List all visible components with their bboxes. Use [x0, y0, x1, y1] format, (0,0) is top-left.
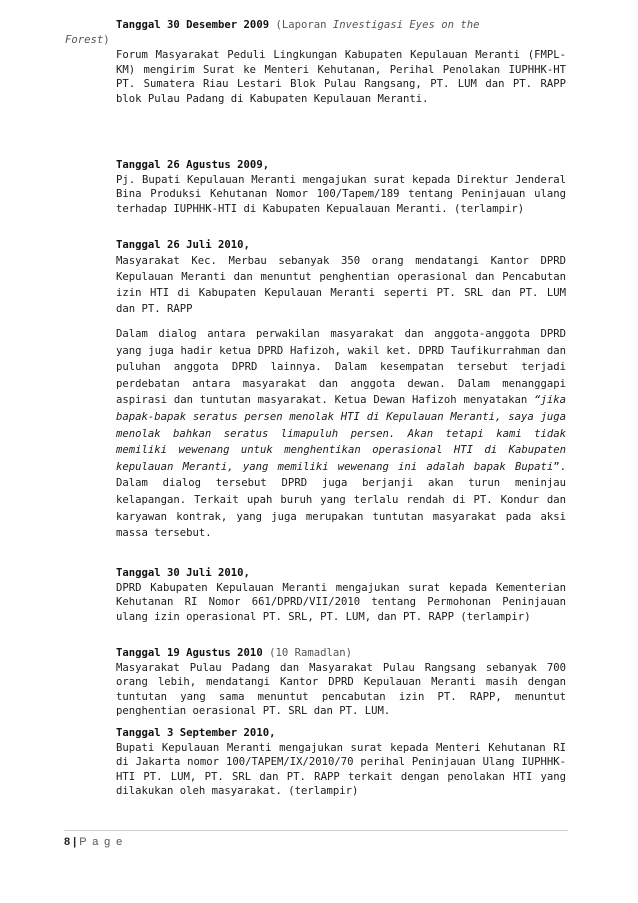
page-footer: [64, 836, 124, 848]
entry-5-note: (10 Ramadlan): [262, 647, 352, 659]
entry-4-date: Tanggal 30 Juli 2010,: [116, 567, 250, 579]
entry-5-paragraph: Masyarakat Pulau Padang dan Masyarakat Pulau Rangsang sebanyak 700 orang lebih, mendatangi Kantor DPRD Kepulauan Meranti masih dengan tuntutan yang sama menuntut pencabutan izin PT. RAPP, menuntut penghentian oerasional PT. SRL dan PT. LUM.: [116, 661, 566, 718]
page-number: 8: [64, 836, 71, 848]
entry-1-heading: [116, 18, 480, 33]
entry-2-paragraph: Pj. Bupati Kepulauan Meranti mengajukan surat kepada Direktur Jenderal Bina Produksi Kehutanan Nomor 100/Tapem/189 tentang Peninjauan ulang terhadap IUPHHK-HTI di Kabupaten Kepualauan Meranti. (terlampir): [116, 173, 566, 215]
entry-2-date: Tanggal 26 Agustus 2009,: [116, 159, 270, 171]
entry-1-note-line2: Forest: [65, 34, 104, 46]
entry-5-date: Tanggal 19 Agustus 2010: [116, 647, 263, 659]
entry-5-heading: [116, 646, 566, 661]
entry-3: [116, 238, 566, 318]
entry-3-dialog-text-end: ”. Dalam dialog tersebut DPRD juga berjanji akan turun meninjau kelapangan. Terkait upah buruh yang terlalu rendah di PT. Kondur dan karyawan kontrak, yang juga merupakan tuntutan masyarakat pada aksi massa tersebut.: [116, 460, 566, 540]
entry-6: [116, 726, 566, 799]
entry-3-dialog-text: Dalam dialog antara perwakilan masyarakat dan anggota-anggota DPRD yang juga hadir ketua DPRD Hafizoh, wakil ket. DPRD Taufikurrahman dan puluhan anggota DPRD lainnya. Dalam kesempatan tersebut terjadi perdebatan antara masyarakat dan anggota dewan. Dalam menanggapi aspirasi dan tuntutan masyarakat. Ketua Dewan Hafizoh menyatakan: [116, 328, 566, 407]
entry-5: [116, 646, 566, 719]
entry-2: [116, 158, 566, 216]
entry-3-dialog: [116, 326, 566, 542]
entry-1-note-close: ): [103, 34, 110, 46]
entry-4: [116, 566, 566, 624]
footer-divider: [64, 830, 568, 831]
entry-3-paragraph-2: [116, 326, 566, 542]
footer-separator: |: [73, 836, 77, 848]
entry-6-paragraph: Bupati Kepulauan Meranti mengajukan surat kepada Menteri Kehutanan RI di Jakarta nomor 100/TAPEM/IX/2010/70 perihal Peninjauan Ulang IUPHHK-HTI PT. LUM, PT. SRL dan PT. RAPP terkait dengan penolakan HTI yang dilakukan oleh masyarakat. (terlampir): [116, 741, 566, 798]
entry-3-date: Tanggal 26 Juli 2010,: [116, 239, 250, 251]
entry-3-paragraph-1: Masyarakat Kec. Merbau sebanyak 350 orang mendatangi Kantor DPRD Kepulauan Meranti dan menuntut penghentian operasional dan Pencabutan izin HTI di Kabupaten Kepulauan Meranti seperti PT. SRL dan PT. LUM dan PT. RAPP: [116, 254, 566, 315]
entry-1-note-italic: Investigasi Eyes on the: [332, 19, 480, 31]
entry-1-paragraph: Forum Masyarakat Peduli Lingkungan Kabupaten Kepulauan Meranti (FMPL-KM) mengirim Surat ke Menteri Kehutanan, Perihal Penolakan IUPHHK-HT PT. Sumatera Riau Lestari Blok Pulau Rangsang, PT. LUM dan PT. RAPP blok Pulau Padang di Kabupaten Kepulauan Meranti.: [116, 49, 566, 105]
entry-1-body: [116, 48, 566, 106]
entry-4-paragraph: DPRD Kabupaten Kepulauan Meranti mengajukan surat kepada Kementerian Kehutanan RI Nomor 661/DPRD/VII/2010 tentang Permohonan Peninjauan ulang izin operasional PT. SRL, PT. LUM, dan PT. RAPP (terlampir): [116, 581, 566, 623]
entry-3-dialog-quote: “jika bapak-bapak seratus persen menolak HTI di Kepulauan Meranti, saya juga menolak bahkan seratus limapuluh persen. Akan tetapi kami tidak memiliki wewenang untuk menghentikan operasional HTI di Kabupaten kepulauan Meranti, yang memiliki wewenang ini adalah bapak Bupati: [116, 394, 566, 473]
page-label: P a g e: [79, 836, 124, 848]
entry-1-date: Tanggal 30 Desember 2009: [116, 19, 270, 31]
entry-1-heading-continued: [65, 33, 110, 48]
entry-6-date: Tanggal 3 September 2010,: [116, 727, 276, 739]
entry-1-note-open: (Laporan: [269, 19, 333, 31]
